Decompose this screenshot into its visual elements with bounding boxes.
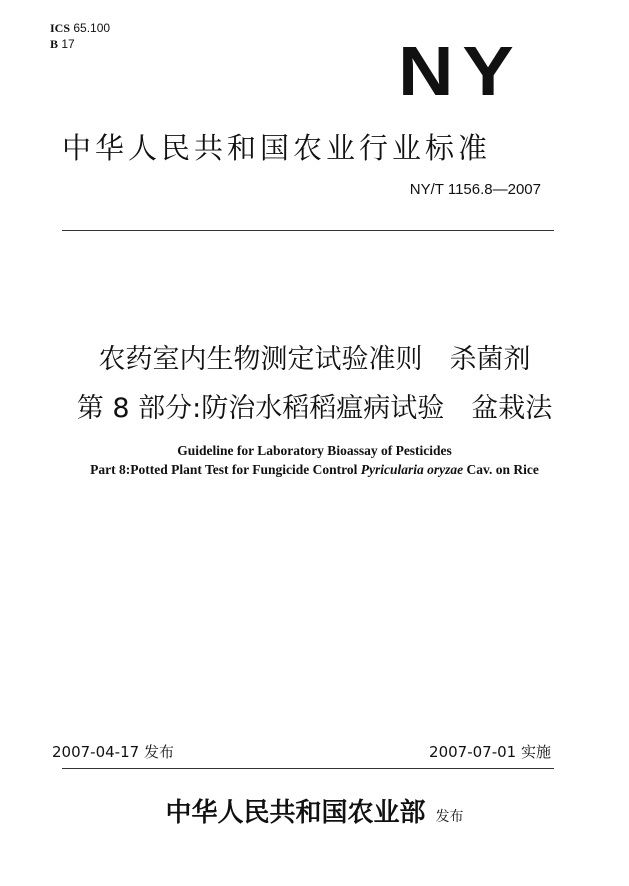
ccs-value: 17 bbox=[61, 37, 75, 51]
standard-type-title: 中华人民共和国农业行业标准 bbox=[62, 131, 492, 165]
title-en-line2-suffix: Cav. on Rice bbox=[463, 462, 539, 477]
species-name: Pyricularia oryzae bbox=[360, 462, 464, 477]
ccs-label: B bbox=[50, 37, 59, 51]
title-en-line2 bbox=[0, 462, 629, 478]
issue-date: 2007-04-17 发布 bbox=[52, 743, 174, 761]
bottom-divider bbox=[62, 768, 554, 769]
publisher bbox=[0, 792, 629, 829]
ics-label: ICS bbox=[50, 21, 71, 35]
ny-logo: NY bbox=[398, 32, 523, 110]
ics-value: 65.100 bbox=[73, 21, 111, 35]
title-en-line1: Guideline for Laboratory Bioassay of Pesticides bbox=[177, 443, 452, 458]
standard-code: NY/T 1156.8—2007 bbox=[409, 181, 541, 198]
title-cn-line1: 农药室内生物测定试验准则 杀菌剂 bbox=[98, 344, 531, 375]
publisher-name: 中华人民共和国农业部 bbox=[165, 798, 426, 828]
classification-codes bbox=[50, 20, 110, 52]
title-cn-line2: 第 8 部分:防治水稻稻瘟病试验 盆栽法 bbox=[76, 393, 553, 424]
top-divider bbox=[62, 230, 554, 231]
title-en-line2-prefix: Part 8:Potted Plant Test for Fungicide Control bbox=[90, 462, 361, 477]
publisher-action: 发布 bbox=[435, 809, 464, 825]
implementation-date: 2007-07-01 实施 bbox=[429, 743, 551, 761]
